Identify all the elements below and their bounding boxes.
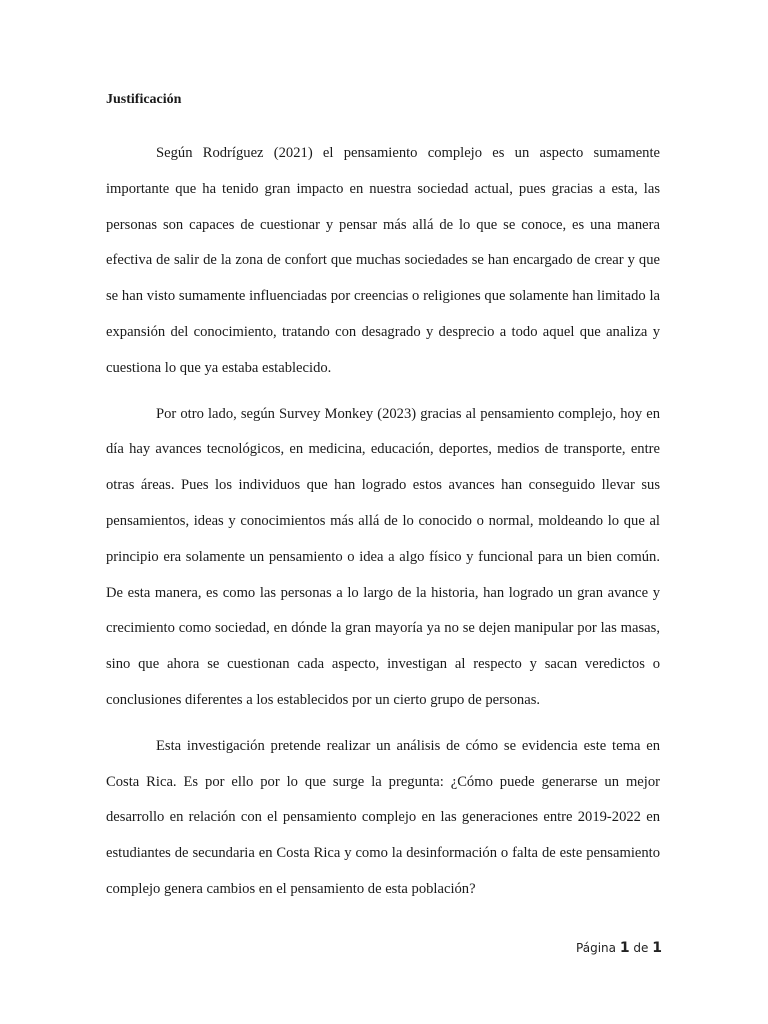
page-number-footer	[576, 940, 662, 956]
paragraph-2: Por otro lado, según Survey Monkey (2023) gracias al pensamiento complejo, hoy en día hay avances tecnológicos, en medicina, educación, deportes, medios de transporte, entre otras áreas. Pues los individuos que han logrado estos avances han conseguido llevar sus pensamientos, ideas y conocimientos más allá de lo conocido o normal, moldeando lo que al principio era solamente un pensamiento o idea a algo físico y funcional para un bien común. De esta manera, es como las personas a lo largo de la historia, han logrado un gran avance y crecimiento como sociedad, en dónde la gran mayoría ya no se dejen manipular por las masas, sino que ahora se cuestionan cada aspecto, investigan al respecto y sacan veredictos o conclusiones diferentes a los establecidos por un cierto grupo de personas.	[106, 405, 660, 708]
section-heading: Justificación	[106, 92, 182, 107]
of-label: de	[633, 941, 649, 955]
document-page	[106, 90, 660, 918]
page-label: Página	[576, 941, 617, 955]
paragraph-3: Esta investigación pretende realizar un análisis de cómo se evidencia este tema en Costa Rica. Es por ello por lo que surge la pregunta: ¿Cómo puede generarse un mejor desarrollo en relación con el pensamiento complejo en las generaciones entre 2019-2022 en estudiantes de secundaria en Costa Rica y como la desinformación o falta de este pensamiento complejo genera cambios en el pensamiento de esta población?	[106, 737, 660, 897]
total-pages-number: 1	[652, 940, 662, 956]
paragraph-1: Según Rodríguez (2021) el pensamiento complejo es un aspecto sumamente importante que ha tenido gran impacto en nuestra sociedad actual, pues gracias a esta, las personas son capaces de cuestionar y pensar más allá de lo que se conoce, es una manera efectiva de salir de la zona de confort que muchas sociedades se han encargado de crear y que se han visto sumamente influenciadas por creencias o religiones que solamente han limitado la expansión del conocimiento, tratando con desagrado y desprecio a todo aquel que analiza y cuestiona lo que ya estaba establecido.	[106, 145, 660, 376]
current-page-number: 1	[619, 940, 630, 956]
